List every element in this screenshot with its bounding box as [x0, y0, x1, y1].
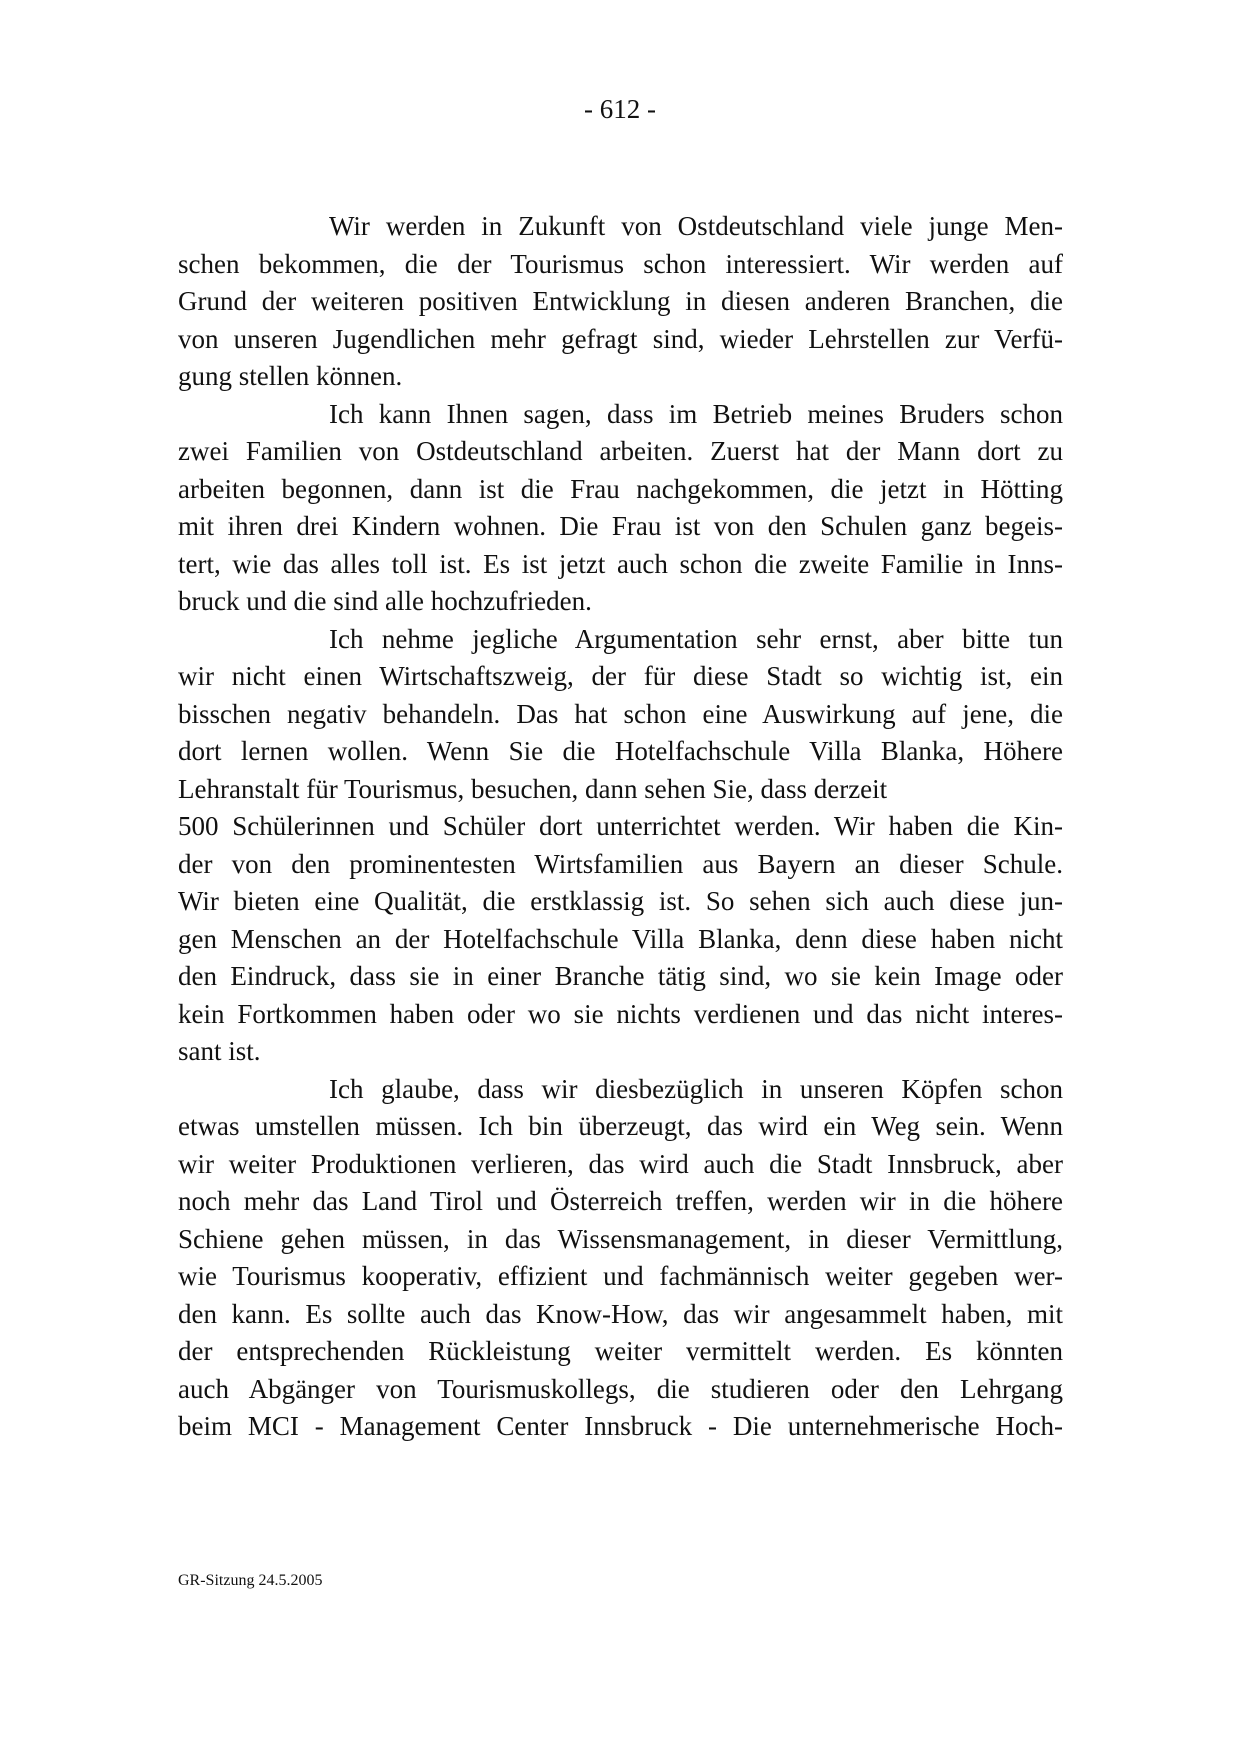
text-line: Ich glaube, dass wir diesbezüglich in unseren Köpfen schon	[329, 1073, 1063, 1104]
text-line: wir nicht einen Wirtschaftszweig, der für diese Stadt so wichtig ist, ein	[178, 661, 1063, 691]
body-text	[178, 208, 1063, 1446]
text-line: von unseren Jugendlichen mehr gefragt sind, wieder Lehrstellen zur Verfü-	[178, 323, 1063, 354]
text-line: schen bekommen, die der Tourismus schon interessiert. Wir werden auf	[178, 248, 1063, 279]
text-line: zwei Familien von Ostdeutschland arbeiten. Zuerst hat der Mann dort zu	[178, 436, 1063, 466]
text-line: Ich nehme jegliche Argumentation sehr ernst, aber bitte tun	[329, 623, 1063, 654]
text-line: dort lernen wollen. Wenn Sie die Hotelfachschule Villa Blanka, Höhere	[178, 736, 1063, 766]
page-number: - 612 -	[584, 94, 656, 124]
text-line: Wir werden in Zukunft von Ostdeutschland viele junge Men-	[329, 211, 1063, 241]
text-line: den kann. Es sollte auch das Know-How, das wir angesammelt haben, mit	[178, 1298, 1063, 1329]
text-line: der entsprechenden Rückleistung weiter vermittelt werden. Es könnten	[178, 1336, 1063, 1366]
text-line: tert, wie das alles toll ist. Es ist jetzt auch schon die zweite Familie in Inns-	[178, 548, 1063, 579]
text-line: den Eindruck, dass sie in einer Branche tätig sind, wo sie kein Image oder	[178, 961, 1063, 991]
text-line: Schiene gehen müssen, in das Wissensmanagement, in dieser Vermittlung,	[178, 1223, 1063, 1254]
text-line: 500 Schülerinnen und Schüler dort unterrichtet werden. Wir haben die Kin-	[178, 811, 1063, 841]
text-line: sant ist.	[178, 1036, 261, 1066]
text-line: auch Abgänger von Tourismuskollegs, die studieren oder den Lehrgang	[178, 1373, 1063, 1404]
text-line: bruck und die sind alle hochzufrieden.	[178, 586, 592, 616]
text-line: etwas umstellen müssen. Ich bin überzeugt, das wird ein Weg sein. Wenn	[178, 1111, 1063, 1141]
text-line: kein Fortkommen haben oder wo sie nichts verdienen und das nicht interes-	[178, 998, 1063, 1029]
text-line: wie Tourismus kooperativ, effizient und fachmännisch weiter gegeben wer-	[178, 1261, 1063, 1291]
text-line: noch mehr das Land Tirol und Österreich treffen, werden wir in die höhere	[178, 1186, 1063, 1216]
text-line: Lehranstalt für Tourismus, besuchen, dann sehen Sie, dass derzeit	[178, 773, 888, 804]
text-line: gung stellen können.	[178, 361, 403, 391]
text-line: Wir bieten eine Qualität, die erstklassig ist. So sehen sich auch diese jun-	[178, 886, 1063, 916]
text-line: bisschen negativ behandeln. Das hat schon eine Auswirkung auf jene, die	[178, 698, 1063, 729]
text-line: mit ihren drei Kindern wohnen. Die Frau ist von den Schulen ganz begeis-	[178, 511, 1063, 541]
text-line: wir weiter Produktionen verlieren, das wird auch die Stadt Innsbruck, aber	[178, 1148, 1063, 1179]
text-line: arbeiten begonnen, dann ist die Frau nachgekommen, die jetzt in Hötting	[178, 473, 1063, 504]
text-line: Ich kann Ihnen sagen, dass im Betrieb meines Bruders schon	[329, 398, 1063, 429]
text-line: der von den prominentesten Wirtsfamilien aus Bayern an dieser Schule.	[178, 848, 1063, 879]
footer-session-date: GR-Sitzung 24.5.2005	[178, 1572, 323, 1589]
text-line: gen Menschen an der Hotelfachschule Villa Blanka, denn diese haben nicht	[178, 923, 1063, 954]
text-line: Grund der weiteren positiven Entwicklung in diesen anderen Branchen, die	[178, 286, 1063, 316]
text-line: beim MCI - Management Center Innsbruck - Die unternehmerische Hoch-	[178, 1411, 1063, 1441]
